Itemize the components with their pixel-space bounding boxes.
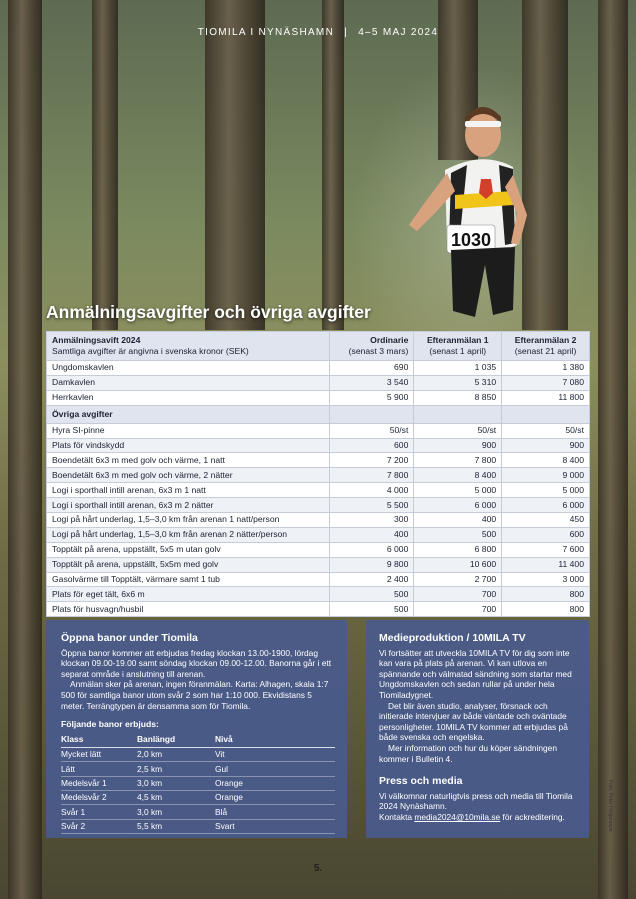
column-name: Ordinarie [370, 335, 409, 345]
fee-ordinarie: 5 900 [329, 390, 414, 405]
other-fees-title: Övriga avgifter [47, 405, 330, 423]
fee-efteranmalan-1: 2 700 [414, 572, 502, 587]
course-row [61, 776, 335, 790]
fee-efteranmalan-2: 600 [502, 527, 590, 542]
course-length: 3,0 km [137, 776, 215, 790]
row-label: Topptält på arena, uppställt, 5x5m med golv [47, 557, 330, 572]
press-contact-suffix: för ackreditering. [500, 811, 565, 822]
course-level: Vit [215, 747, 335, 761]
course-level: Blå [215, 805, 335, 819]
row-label: Logi på hårt underlag, 1,5–3,0 km från arenan 2 nätter/person [47, 527, 330, 542]
press-title: Press och media [379, 775, 463, 788]
empty-cell [329, 405, 414, 423]
fee-ordinarie: 4 000 [329, 483, 414, 498]
fee-ordinarie: 400 [329, 527, 414, 542]
row-label: Boendetält 6x3 m med golv och värme, 1 natt [47, 453, 330, 468]
column-name: Efteranmälan 2 [514, 335, 577, 345]
course-length: 5,5 km [137, 819, 215, 833]
empty-cell [414, 405, 502, 423]
table-row [47, 572, 590, 587]
tree-trunk [8, 0, 42, 899]
row-label: Logi på hårt underlag, 1,5–3,0 km från arenan 1 natt/person [47, 513, 330, 528]
table-row [47, 602, 590, 617]
row-label: Topptält på arena, uppställt, 5x5 m utan golv [47, 542, 330, 557]
fee-efteranmalan-1: 900 [414, 438, 502, 453]
fees-subtitle: Samtliga avgifter är angivna i svenska kronor (SEK) [52, 346, 249, 356]
press-paragraph: Vi välkomnar naturligtvis press och media till Tiomila 2024 Nynäshamn. [379, 790, 573, 812]
row-label: Herrkavlen [47, 390, 330, 405]
tree-trunk [322, 0, 344, 330]
photo-credit [607, 780, 625, 870]
column-note: (senast 21 april) [514, 346, 577, 356]
fee-ordinarie: 3 540 [329, 375, 414, 390]
row-label: Plats för vindskydd [47, 438, 330, 453]
course-level: Svart [215, 819, 335, 833]
course-length: 4,5 km [137, 790, 215, 804]
fee-efteranmalan-1: 400 [414, 513, 502, 528]
open-courses-paragraph: Anmälan sker på arenan, ingen föranmälan. Karta: Alhagen, skala 1:7 500 för samtliga banor utom svår 2 som har 1:10 000. Ekvidistans 5 meter. Terrängtypen är densamma som för Tiomila. [61, 679, 329, 711]
fee-efteranmalan-2: 3 000 [502, 572, 590, 587]
row-label: Boendetält 6x3 m med golv och värme, 2 nätter [47, 468, 330, 483]
course-rows [61, 747, 335, 833]
relay-fee-rows [47, 361, 590, 406]
fee-efteranmalan-1: 700 [414, 587, 502, 602]
fee-efteranmalan-2: 800 [502, 602, 590, 617]
tree-trunk [205, 0, 265, 330]
empty-cell [502, 405, 590, 423]
column-name: Efteranmälan 1 [426, 335, 489, 345]
fee-ordinarie: 9 800 [329, 557, 414, 572]
course-length: 3,0 km [137, 805, 215, 819]
open-courses-panel [46, 620, 347, 838]
course-class: Svår 2 [61, 819, 137, 833]
header-banlangd: Banlängd [137, 733, 215, 748]
fee-efteranmalan-2: 800 [502, 587, 590, 602]
fee-efteranmalan-1: 500 [414, 527, 502, 542]
courses-list-title: Följande banor erbjuds: [61, 719, 159, 730]
course-row [61, 762, 335, 776]
fee-efteranmalan-2: 6 000 [502, 498, 590, 513]
fee-efteranmalan-1: 50/st [414, 423, 502, 438]
fee-efteranmalan-1: 6 000 [414, 498, 502, 513]
table-row [47, 438, 590, 453]
fee-ordinarie: 6 000 [329, 542, 414, 557]
table-row [47, 453, 590, 468]
course-level: Orange [215, 790, 335, 804]
course-class: Medelsvår 2 [61, 790, 137, 804]
course-row [61, 790, 335, 804]
media-paragraph: Vi fortsätter att utveckla 10MILA TV för dig som inte kan vara på plats på arenan. Vi kan utlova en spännande och välmatad sändning som startar med Ungdomskavlen och sedan rullar på under hela Tiomiladygnet. [379, 647, 572, 700]
media-panel [366, 620, 589, 838]
fees-table [46, 331, 590, 617]
tree-trunk [92, 0, 118, 330]
table-row [47, 542, 590, 557]
header-niva: Nivå [215, 733, 335, 748]
page-number: 5. [313, 863, 323, 874]
course-length: 2,0 km [137, 747, 215, 761]
fee-efteranmalan-1: 10 600 [414, 557, 502, 572]
fee-ordinarie: 50/st [329, 423, 414, 438]
column-note: (senast 3 mars) [348, 346, 409, 356]
fee-efteranmalan-1: 7 800 [414, 453, 502, 468]
photo-credit-text: Foto: Peter Holgersson [607, 780, 613, 832]
event-name: TIOMILA I NYNÄSHAMN [197, 27, 335, 38]
course-class: Svår 1 [61, 805, 137, 819]
fee-efteranmalan-2: 11 800 [502, 390, 590, 405]
fee-efteranmalan-2: 900 [502, 438, 590, 453]
course-row [61, 819, 335, 833]
runner-illustration [395, 95, 535, 325]
table-row [47, 587, 590, 602]
fee-ordinarie: 7 800 [329, 468, 414, 483]
fee-efteranmalan-2: 11 400 [502, 557, 590, 572]
fee-ordinarie: 7 200 [329, 453, 414, 468]
event-dates: 4–5 MAJ 2024 [358, 27, 439, 38]
fee-efteranmalan-2: 5 000 [502, 483, 590, 498]
course-level: Orange [215, 776, 335, 790]
table-row [47, 483, 590, 498]
column-header-ordinarie [329, 332, 414, 361]
table-row [47, 557, 590, 572]
header-klass: Klass [61, 733, 137, 748]
courses-table [61, 733, 335, 834]
table-row [47, 468, 590, 483]
course-level: Gul [215, 762, 335, 776]
fee-efteranmalan-2: 8 400 [502, 453, 590, 468]
press-contact-prefix: Kontakta [379, 811, 415, 822]
other-fee-rows [47, 423, 590, 617]
table-row [47, 375, 590, 390]
fee-ordinarie: 600 [329, 438, 414, 453]
media-paragraph: Mer information och hur du köper sändningen kommer i Bulletin 4. [379, 742, 557, 764]
fee-ordinarie: 500 [329, 587, 414, 602]
media-title: Medieproduktion / 10MILA TV [379, 632, 526, 644]
fee-ordinarie: 2 400 [329, 572, 414, 587]
table-row [47, 527, 590, 542]
row-label: Plats för husvagn/husbil [47, 602, 330, 617]
course-length: 2,5 km [137, 762, 215, 776]
column-note: (senast 1 april) [429, 346, 487, 356]
column-header-efteranmalan-2 [502, 332, 590, 361]
course-class: Mycket lätt [61, 747, 137, 761]
fees-title-cell [47, 332, 330, 361]
fee-efteranmalan-2: 7 080 [502, 375, 590, 390]
fee-efteranmalan-1: 1 035 [414, 361, 502, 376]
fee-efteranmalan-2: 7 600 [502, 542, 590, 557]
event-header [0, 27, 636, 38]
section-title: Anmälningsavgifter och övriga avgifter [46, 302, 371, 322]
table-row [47, 513, 590, 528]
fees-table-header [47, 332, 590, 361]
table-row [47, 423, 590, 438]
press-email-link[interactable]: media2024@10mila.se [414, 811, 501, 822]
fee-ordinarie: 300 [329, 513, 414, 528]
row-label: Hyra SI-pinne [47, 423, 330, 438]
press-contact [379, 812, 577, 823]
table-row [47, 361, 590, 376]
row-label: Logi i sporthall intill arenan, 6x3 m 2 nätter [47, 498, 330, 513]
course-row [61, 747, 335, 761]
fee-ordinarie: 690 [329, 361, 414, 376]
fee-ordinarie: 500 [329, 602, 414, 617]
tree-trunk [598, 0, 628, 899]
fee-efteranmalan-1: 5 000 [414, 483, 502, 498]
course-row [61, 805, 335, 819]
course-class: Medelsvår 1 [61, 776, 137, 790]
column-header-efteranmalan-1 [414, 332, 502, 361]
fee-efteranmalan-2: 50/st [502, 423, 590, 438]
fee-efteranmalan-1: 5 310 [414, 375, 502, 390]
header-separator: | [344, 27, 349, 38]
open-courses-paragraph: Öppna banor kommer att erbjudas fredag klockan 13.00-1900, lördag klockan 09.00-19.00 samt söndag klockan 09.00-12.00. Banorna går i ett separat område i anslutning till arenan. [61, 647, 332, 679]
fee-efteranmalan-2: 9 000 [502, 468, 590, 483]
fee-efteranmalan-2: 450 [502, 513, 590, 528]
row-label: Ungdomskavlen [47, 361, 330, 376]
row-label: Logi i sporthall intill arenan, 6x3 m 1 natt [47, 483, 330, 498]
fee-efteranmalan-1: 8 400 [414, 468, 502, 483]
courses-table-header [61, 733, 335, 748]
media-paragraph: Det blir även studio, analyser, försnack och initierade intervjuer av både väntade och oväntade personligheter. 10MILA TV kommer att erbjudas på både svenska och engelska. [379, 700, 568, 743]
fees-title: Anmälningsavift 2024 [52, 335, 141, 345]
runner-bib-number: 1030 [450, 230, 492, 250]
fee-efteranmalan-1: 8 850 [414, 390, 502, 405]
other-fees-header [47, 405, 590, 423]
fee-ordinarie: 5 500 [329, 498, 414, 513]
fee-efteranmalan-2: 1 380 [502, 361, 590, 376]
open-courses-title: Öppna banor under Tiomila [61, 632, 198, 644]
course-class: Lätt [61, 762, 137, 776]
fee-efteranmalan-1: 6 800 [414, 542, 502, 557]
row-label: Gasolvärme till Topptält, värmare samt 1 tub [47, 572, 330, 587]
table-row [47, 498, 590, 513]
row-label: Damkavlen [47, 375, 330, 390]
fee-efteranmalan-1: 700 [414, 602, 502, 617]
table-row [47, 390, 590, 405]
row-label: Plats för eget tält, 6x6 m [47, 587, 330, 602]
